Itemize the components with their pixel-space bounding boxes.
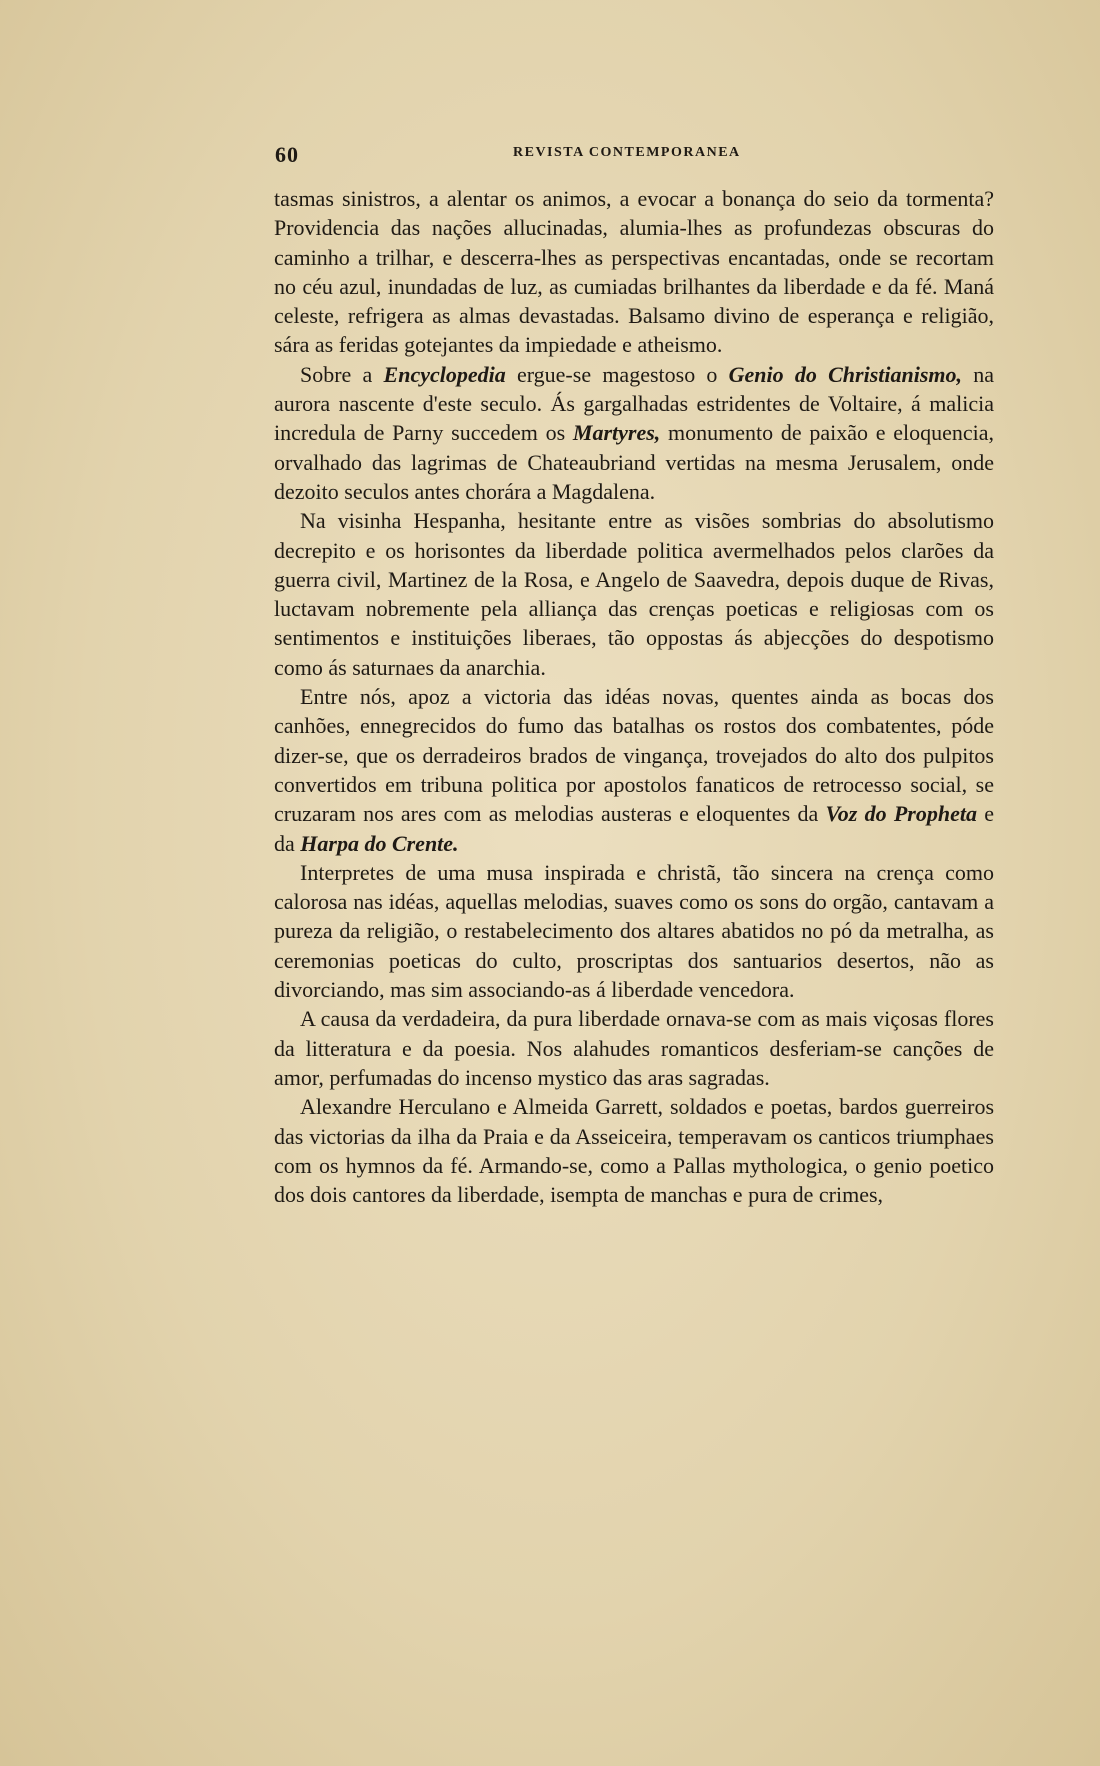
- italic-title: Harpa do Crente.: [300, 830, 459, 856]
- text-run: Sobre a: [300, 361, 384, 387]
- page-header: [275, 142, 755, 166]
- paragraph: [274, 858, 994, 1004]
- paragraph: [274, 1092, 994, 1209]
- italic-title: Martyres,: [572, 420, 661, 446]
- text-run: e da: [274, 801, 994, 856]
- text-run: tasmas sinistros, a alentar os animos, a evocar a bonança do seio da tormenta? Providencia das nações allucinadas, alumia-lhes as profundezas obscuras do caminho a trilhar, e descerra-lhes as perspectivas encantadas, onde se recortam no céu azul, inundadas de luz, as cumiadas brilhantes da liberdade e da fé. Maná celeste, refrigera as almas devastadas. Balsamo divino de esperança e religião, sára as feridas gotejantes da impiedade e atheismo.: [274, 186, 994, 358]
- text-run: Alexandre Herculano e Almeida Garrett, soldados e poetas, bardos guerreiros das victorias da ilha da Praia e da Asseiceira, temperavam os canticos triumphaes com os hymnos da fé. Armando-se, como a Pallas mythologica, o genio poetico dos dois cantores da liberdade, isempta de manchas e pura de crimes,: [274, 1094, 994, 1208]
- paragraph: [274, 184, 994, 360]
- text-run: Entre nós, apoz a victoria das idéas novas, quentes ainda as bocas dos canhões, ennegrecidos do fumo das batalhas os rostos dos combatentes, póde dizer-se, que os derradeiros brados de vingança, trovejados do alto dos pulpitos convertidos em tribuna politica por apostolos fanaticos de retrocesso social, se cruzaram nos ares com as melodias austeras e eloquentes da: [274, 684, 994, 827]
- italic-title: Voz do Propheta: [825, 801, 977, 827]
- paragraph: [274, 1004, 994, 1092]
- text-run: Na visinha Hespanha, hesitante entre as visões sombrias do absolutismo decrepito e os horisontes da liberdade politica avermelhados pelos clarões da guerra civil, Martinez de la Rosa, e Angelo de Saavedra, depois duque de Rivas, luctavam nobremente pela alliança das crenças poeticas e religiosas com os sentimentos e instituições liberaes, tão oppostas ás abjecções do despotismo como ás saturnaes da anarchia.: [274, 508, 994, 680]
- text-run: ergue-se magestoso o: [505, 361, 729, 387]
- text-run: A causa da verdadeira, da pura liberdade ornava-se com as mais viçosas flores da litteratura e da poesia. Nos alahudes romanticos desferiam-se canções de amor, perfumadas do incenso mystico das aras sagradas.: [274, 1006, 994, 1090]
- paragraph: [274, 506, 994, 682]
- page-number: 60: [275, 142, 299, 167]
- body-text: [274, 184, 994, 1209]
- text-run: na aurora nascente d'este seculo. Ás gargalhadas estridentes de Voltaire, á malicia incredula de Parny succedem os: [274, 361, 995, 446]
- paragraph: [274, 682, 994, 858]
- paragraph: [274, 360, 994, 506]
- text-run: monumento de paixão e eloquencia, orvalhado das lagrimas de Chateaubriand vertidas na mesma Jerusalem, onde dezoito seculos antes chorára a Magdalena.: [274, 420, 994, 504]
- running-title: REVISTA CONTEMPORANEA: [513, 145, 741, 160]
- text-run: Interpretes de uma musa inspirada e christã, tão sincera na crença como calorosa nas idéas, aquellas melodias, suaves como os sons do orgão, cantavam a pureza da religião, o restabelecimento dos altares abatidos no pó da metralha, as ceremonias poeticas do culto, proscriptas dos santuarios desertos, não as divorciando, mas sim associando-as á liberdade vencedora.: [274, 859, 994, 1003]
- italic-title: Encyclopedia: [383, 361, 506, 387]
- italic-title: Genio do Christianismo,: [728, 361, 963, 387]
